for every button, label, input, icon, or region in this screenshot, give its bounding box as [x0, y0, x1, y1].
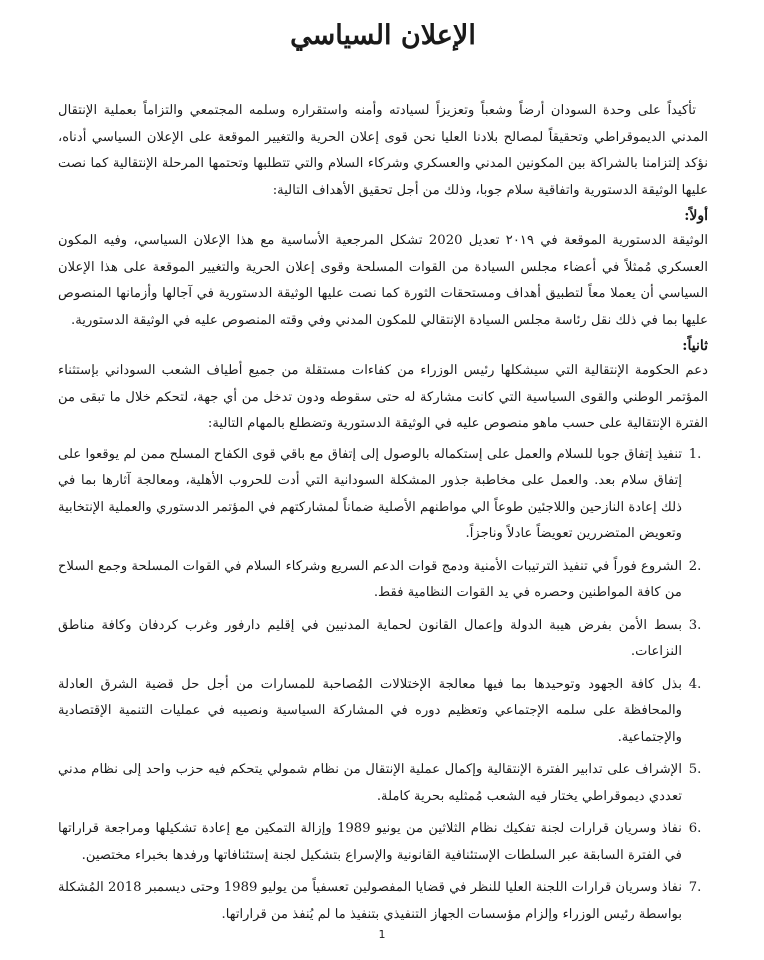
- section-two-paragraph: دعم الحكومة الإنتقالية التي سيشكلها رئيس الوزراء من كفاءات مستقلة من جميع أطياف الشعب السوداني بإستثناء المؤتمر الوطني والقوى السياسية التي كانت مشاركة له حتى سقوطه ودون تدخل من أي جهة، لتحكم خلال ما تبقى من الفترة الإنتقالية على حسب ماهو منصوص عليه في الوثيقة الدستورية وتضطلع بالمهام التالية:: [58, 363, 708, 431]
- section-one-heading: أولاً:: [684, 208, 708, 224]
- list-item-number: 4.: [688, 676, 702, 692]
- list-item-text: نفاذ وسريان قرارات اللجنة العليا للنظر في قضايا المفصولين تعسفياً من يوليو 1989 وحتى ديسمبر 2018 المُشكلة بواسطة رئيس الوزراء وإلزام مؤسسات الجهاز التنفيذي بتنفيذ ما لم يُنفذ من قراراتها.: [57, 880, 682, 922]
- page-number: 1: [378, 928, 386, 941]
- list-item-text: الإشراف على تدابير الفترة الإنتقالية وإكمال عملية الإنتقال من نظام شمولي يتحكم فيه حزب واحد إلى نظام مدني تعددي ديموقراطي يختار فيه الشعب مُمثليه بحرية كاملة.: [58, 762, 682, 804]
- list-item: [58, 757, 708, 810]
- list-item: [58, 875, 708, 928]
- list-item: [58, 613, 708, 666]
- list-item-number: 3.: [688, 617, 702, 633]
- section-two-heading: ثانياً:: [682, 338, 708, 354]
- intro-paragraph: تأكيداً على وحدة السودان أرضاً وشعباً وتعزيزاً لسيادته وأمنه واستقراره وسلمه المجتمعي والتزاماً بعملية الإنتقال المدني الديموقراطي وتحقيقاً لمصالح بلادنا العليا نحن قوى إعلان الحرية والتغيير الموقعة على الإعلان السياسي أدناه، نؤكد إلتزامنا بالشراكة بين المكونين المدني والعسكري وشركاء السلام والتي تتطلبها وتحتمها المرحلة الإنتقالية كما نصت عليها الوثيقة الدستورية واتفاقية سلام جوبا، وذلك من أجل تحقيق الأهداف التالية:: [58, 103, 708, 198]
- list-item-text: بسط الأمن بفرض هيبة الدولة وإعمال القانون لحماية المدنيين في إقليم دارفور وغرب كردفان وكافة مناطق النزاعات.: [58, 617, 682, 659]
- section-one-paragraph: الوثيقة الدستورية الموقعة في ٢٠١٩ تعديل 2020 تشكل المرجعية الأساسية مع هذا الإعلان السياسي، وفيه المكون العسكري مُمثلاً في أعضاء مجلس السيادة من القوات المسلحة وقوى إعلان الحرية والتغيير الموقعة على هذا الإعلان السياسي أن يعملا معاً لتطبيق أهداف ومستحقات الثورة كما نصت عليها الوثيقة الدستورية في آجالها وأزمانها المنصوص عليها بما في ذلك نقل رئاسة مجلس السيادة الإنتقالي للمكون المدني وفي وقته المنصوص عليه في الوثيقة الدستورية.: [58, 233, 708, 328]
- tasks-list: [58, 442, 708, 929]
- list-item-text: تنفيذ إتفاق جوبا للسلام والعمل على إستكماله بالوصول إلى إتفاق مع باقي قوى الكفاح المسلح ممن لم يوقعوا على إتفاق سلام بعد. والعمل على مخاطبة جذور المشكلة السودانية التي أدت للحروب الأهلية، ومعالجة آثارها بما في ذلك إعادة النازحين واللاجئين طوعاً الي مواطنهم الأصلية ضماناً لمشاركتهم في المؤتمر الدستوري والعملية الإنتخابية وتعويض المتضررين تعويضاً عادلاً وناجزاً.: [58, 446, 682, 541]
- list-item: [58, 442, 708, 548]
- list-item-number: 6.: [688, 821, 702, 836]
- list-item-text: الشروع فوراً في تنفيذ الترتيبات الأمنية ودمج قوات الدعم السريع وشركاء السلام في القوات المسلحة وجمع السلاح من كافة المواطنين وحصره في يد القوات النظامية فقط.: [58, 558, 682, 600]
- list-item-number: 5.: [688, 762, 702, 777]
- list-item: [58, 554, 708, 607]
- list-item-text: نفاذ وسريان قرارات لجنة تفكيك نظام الثلاثين من يونيو 1989 وإزالة التمكين مع إعادة تشكيلها ومراجعة قراراتها في الفترة السابقة عبر السلطات الإستئنافية القانونية والإسراع بتشكيل لجنة إستئنافاتها ورفدها بخبراء مختصين.: [58, 821, 682, 863]
- list-item-text: بذل كافة الجهود وتوحيدها بما فيها معالجة الإختلالات المُصاحبة للمسارات من أجل حل قضية الشرق العادلة والمحافظة على سلمه الإجتماعي وتعظيم دوره في المشاركة السياسية ونصيبه في عمليات التنمية الإقتصادية والإجتماعية.: [58, 676, 682, 745]
- list-item-number: 7.: [688, 880, 702, 895]
- document-title: الإعلان السياسي: [290, 20, 476, 51]
- list-item-number: 1.: [688, 446, 702, 462]
- list-item: [58, 816, 708, 869]
- list-item-number: 2.: [688, 558, 702, 574]
- list-item: [58, 672, 708, 752]
